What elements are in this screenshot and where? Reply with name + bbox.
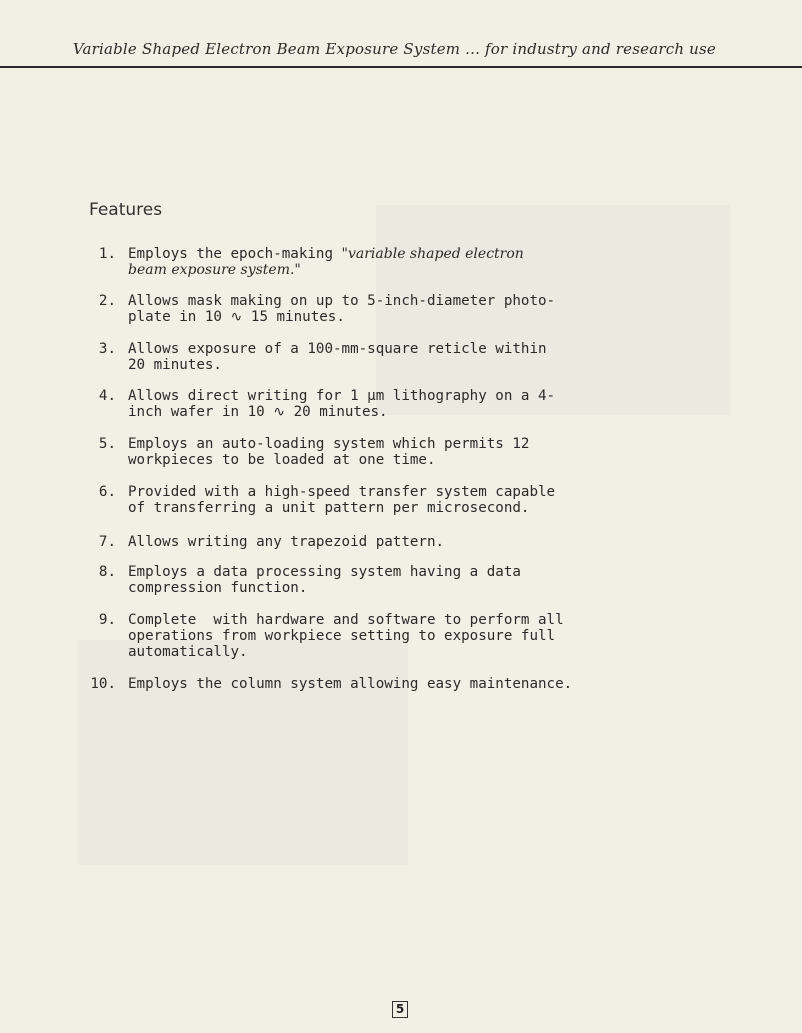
- feature-number: 7.: [98, 534, 116, 550]
- feature-line-1: Allows exposure of a 100-mm-square reticle within: [128, 341, 547, 357]
- feature-number: 4.: [98, 388, 116, 404]
- feature-line-1: Allows mask making on up to 5-inch-diameter photo-: [128, 293, 556, 309]
- feature-number: 10.: [90, 676, 116, 692]
- feature-number: 6.: [98, 484, 116, 500]
- feature-line-1: Employs a data processing system having a data: [128, 564, 521, 580]
- feature-line-1: Allows writing any trapezoid pattern.: [128, 534, 445, 550]
- feature-text: [128, 612, 638, 660]
- header-title: Variable Shaped Electron Beam Exposure System ... for industry and research use: [72, 40, 716, 58]
- running-header: [0, 0, 802, 68]
- feature-line-2: workpieces to be loaded at one time.: [128, 452, 436, 468]
- feature-text-italic-line2: beam exposure system.": [128, 262, 301, 278]
- feature-text: [128, 436, 638, 468]
- feature-number: 3.: [98, 341, 116, 357]
- feature-number: 1.: [98, 246, 116, 262]
- feature-line-3: automatically.: [128, 644, 248, 660]
- section-heading: Features: [89, 200, 163, 220]
- feature-line-1: Complete with hardware and software to perform all: [128, 612, 564, 628]
- feature-line-1: Allows direct writing for 1 μm lithography on a 4-: [128, 388, 556, 404]
- page-number: 5: [392, 1001, 408, 1018]
- feature-line-2: operations from workpiece setting to exposure full: [128, 628, 556, 644]
- feature-line-1: Provided with a high-speed transfer system capable: [128, 484, 556, 500]
- feature-text: [128, 293, 638, 325]
- feature-line-2: inch wafer in 10 ∿ 20 minutes.: [128, 404, 388, 420]
- feature-number: 5.: [98, 436, 116, 452]
- feature-text: [128, 534, 638, 550]
- feature-line-1: Employs an auto-loading system which permits 12: [128, 436, 530, 452]
- feature-text: [128, 388, 638, 420]
- feature-number: 2.: [98, 293, 116, 309]
- feature-line-2: compression function.: [128, 580, 308, 596]
- show-through-shadow-bottom: [78, 640, 408, 865]
- feature-text: [128, 246, 638, 278]
- feature-text: [128, 676, 638, 692]
- feature-number: 8.: [98, 564, 116, 580]
- feature-text: [128, 484, 638, 516]
- feature-line-1: Employs the column system allowing easy maintenance.: [128, 676, 573, 692]
- feature-text-plain: Employs the epoch-making: [128, 246, 342, 262]
- feature-text: [128, 341, 638, 373]
- feature-line-2: 20 minutes.: [128, 357, 222, 373]
- feature-text-italic: "variable shaped electron: [341, 246, 524, 262]
- feature-line-2: of transferring a unit pattern per microsecond.: [128, 500, 530, 516]
- feature-text: [128, 564, 638, 596]
- feature-number: 9.: [98, 612, 116, 628]
- feature-line-2: plate in 10 ∿ 15 minutes.: [128, 309, 345, 325]
